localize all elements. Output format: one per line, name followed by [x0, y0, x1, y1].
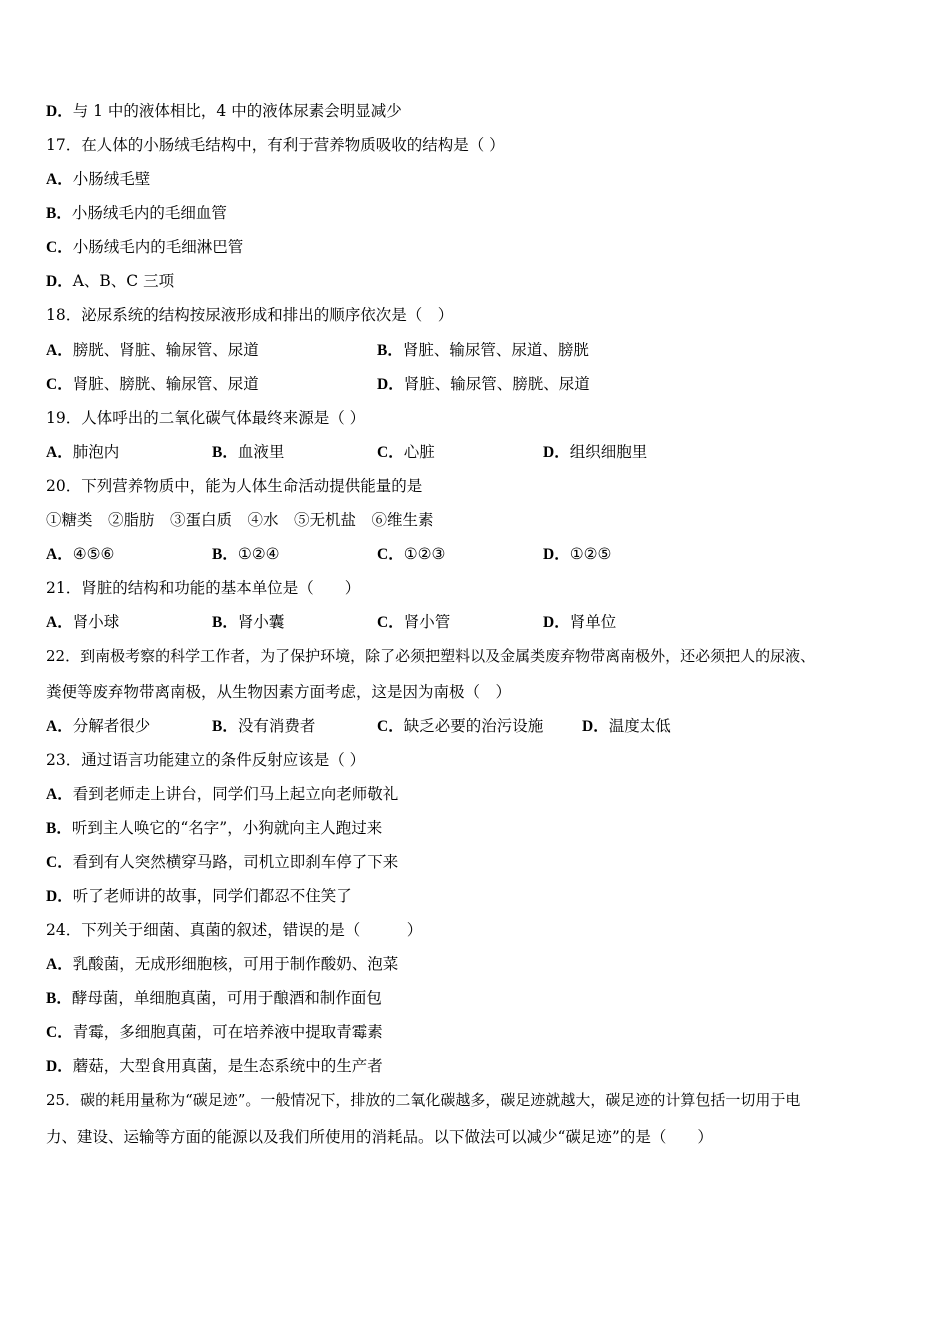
option-label: D．	[543, 614, 570, 631]
q23-option-a	[46, 784, 398, 805]
option-text: 乳酸菌，无成形细胞核，可用于制作酸奶、泡菜	[72, 955, 399, 973]
q21-stem: 21．肾脏的结构和功能的基本单位是（ ）	[46, 579, 361, 597]
option-label: A．	[46, 546, 73, 563]
option-label: D．	[46, 273, 73, 290]
q25-stem-line2: 力、建设、运输等方面的能源以及我们所使用的消耗品。以下做法可以减少“碳足迹”的是（ ）	[46, 1128, 713, 1146]
option-text: 小肠绒毛内的毛细血管	[71, 204, 227, 222]
option-label: B．	[212, 444, 238, 461]
option-text: 小肠绒毛壁	[72, 170, 151, 188]
q18-option-a	[46, 340, 259, 361]
q24-option-b	[46, 988, 382, 1009]
option-label: B．	[212, 718, 238, 735]
option-label: D．	[543, 444, 570, 461]
option-text: 看到有人突然横穿马路，司机立即刹车停了下来	[72, 853, 399, 871]
option-text: 听了老师讲的故事，同学们都忍不住笑了	[72, 887, 352, 905]
q23-option-d	[46, 886, 352, 907]
option-text: ①②③	[403, 545, 446, 563]
option-label: C．	[377, 546, 404, 563]
q22-option-d	[582, 716, 671, 737]
q17-option-a	[46, 169, 150, 190]
q21-option-d	[543, 612, 616, 633]
q19-option-c	[377, 442, 435, 463]
q16-option-d	[46, 101, 402, 122]
option-label: A．	[46, 786, 73, 803]
option-text: 肾脏、输尿管、膀胱、尿道	[403, 375, 590, 393]
option-label: A．	[46, 614, 73, 631]
option-text: 肾小囊	[237, 613, 285, 631]
option-text: 看到老师走上讲台，同学们马上起立向老师敬礼	[72, 785, 399, 803]
q25-stem-line1: 25．碳的耗用量称为“碳足迹”。一般情况下，排放的二氧化碳越多，碳足迹就越大，碳足迹的计算包括一切用于电	[46, 1091, 801, 1109]
option-label: C．	[377, 444, 404, 461]
option-text: 与 1 中的液体相比，4 中的液体尿素会明显减少	[72, 102, 402, 120]
q19-stem: 19．人体呼出的二氧化碳气体最终来源是（ ）	[46, 409, 366, 427]
option-text: 血液里	[237, 443, 285, 461]
q23-stem: 23．通过语言功能建立的条件反射应该是（ ）	[46, 751, 366, 769]
q19-option-a	[46, 442, 119, 463]
q24-stem: 24．下列关于细菌、真菌的叙述，错误的是（ ）	[46, 921, 423, 939]
option-text: 组织细胞里	[569, 443, 648, 461]
q22-option-a	[46, 716, 150, 737]
option-text: 肾脏、输尿管、尿道、膀胱	[402, 341, 589, 359]
q18-option-c	[46, 374, 259, 395]
q18-option-b	[377, 340, 589, 361]
option-text: ①②⑤	[569, 545, 612, 563]
option-text: 温度太低	[608, 717, 671, 735]
option-label: B．	[212, 546, 238, 563]
q20-option-b	[212, 544, 280, 565]
option-text: 膀胱、肾脏、输尿管、尿道	[72, 341, 259, 359]
q20-option-d	[543, 544, 611, 565]
q22-stem-line1: 22．到南极考察的科学工作者，为了保护环境，除了必须把塑料以及金属类废弃物带离南极外，还必须把人的尿液、	[46, 647, 816, 665]
option-label: C．	[377, 718, 404, 735]
q17-option-b	[46, 203, 227, 224]
q18-stem: 18．泌尿系统的结构按尿液形成和排出的顺序依次是（ ）	[46, 306, 454, 324]
option-label: B．	[46, 205, 72, 222]
q22-stem-line2: 粪便等废弃物带离南极，从生物因素方面考虑，这是因为南极（ ）	[46, 683, 512, 701]
q17-stem: 17．在人体的小肠绒毛结构中，有利于营养物质吸收的结构是（ ）	[46, 136, 505, 154]
q20-option-c	[377, 544, 445, 565]
q20-items: ①糖类 ②脂肪 ③蛋白质 ④水 ⑤无机盐 ⑥维生素	[46, 511, 434, 529]
option-label: B．	[46, 820, 72, 837]
q23-option-b	[46, 818, 382, 839]
option-text: A、B、C 三项	[72, 272, 175, 290]
option-text: 分解者很少	[72, 717, 151, 735]
q23-option-c	[46, 852, 398, 873]
q21-option-b	[212, 612, 284, 633]
option-text: 蘑菇，大型食用真菌，是生态系统中的生产者	[72, 1057, 383, 1075]
q22-option-b	[212, 716, 315, 737]
option-text: 听到主人唤它的“名字”，小狗就向主人跑过来	[71, 819, 383, 837]
option-label: C．	[46, 376, 73, 393]
option-text: 小肠绒毛内的毛细淋巴管	[72, 238, 244, 256]
q24-option-d	[46, 1056, 383, 1077]
option-label: D．	[377, 376, 404, 393]
option-label: B．	[212, 614, 238, 631]
q20-option-a	[46, 544, 114, 565]
option-label: D．	[582, 718, 609, 735]
option-label: D．	[46, 888, 73, 905]
option-text: 青霉，多细胞真菌，可在培养液中提取青霉素	[72, 1023, 383, 1041]
option-text: 缺乏必要的治污设施	[403, 717, 544, 735]
option-text: 没有消费者	[237, 717, 316, 735]
q21-option-c	[377, 612, 450, 633]
option-label: A．	[46, 956, 73, 973]
option-label: C．	[46, 239, 73, 256]
q18-option-d	[377, 374, 590, 395]
option-text: ④⑤⑥	[72, 545, 115, 563]
option-label: C．	[46, 1024, 73, 1041]
q21-option-a	[46, 612, 119, 633]
option-text: 肾脏、膀胱、输尿管、尿道	[72, 375, 259, 393]
q20-stem: 20．下列营养物质中，能为人体生命活动提供能量的是	[46, 477, 423, 495]
option-label: D．	[543, 546, 570, 563]
option-label: A．	[46, 171, 73, 188]
q24-option-c	[46, 1022, 383, 1043]
q22-option-c	[377, 716, 543, 737]
option-label: D．	[46, 1058, 73, 1075]
q17-option-d	[46, 271, 174, 292]
option-label: A．	[46, 444, 73, 461]
option-label: B．	[46, 990, 72, 1007]
option-text: 肾小球	[72, 613, 120, 631]
q24-option-a	[46, 954, 398, 975]
option-text: 肾小管	[403, 613, 451, 631]
option-text: ①②④	[237, 545, 280, 563]
option-text: 酵母菌，单细胞真菌，可用于酿酒和制作面包	[71, 989, 382, 1007]
option-label: A．	[46, 342, 73, 359]
q19-option-b	[212, 442, 284, 463]
option-label: B．	[377, 342, 403, 359]
option-label: C．	[377, 614, 404, 631]
option-text: 肾单位	[569, 613, 617, 631]
q19-option-d	[543, 442, 647, 463]
option-label: A．	[46, 718, 73, 735]
option-text: 心脏	[403, 443, 435, 461]
option-text: 肺泡内	[72, 443, 120, 461]
option-label: D．	[46, 103, 73, 120]
option-label: C．	[46, 854, 73, 871]
q17-option-c	[46, 237, 243, 258]
